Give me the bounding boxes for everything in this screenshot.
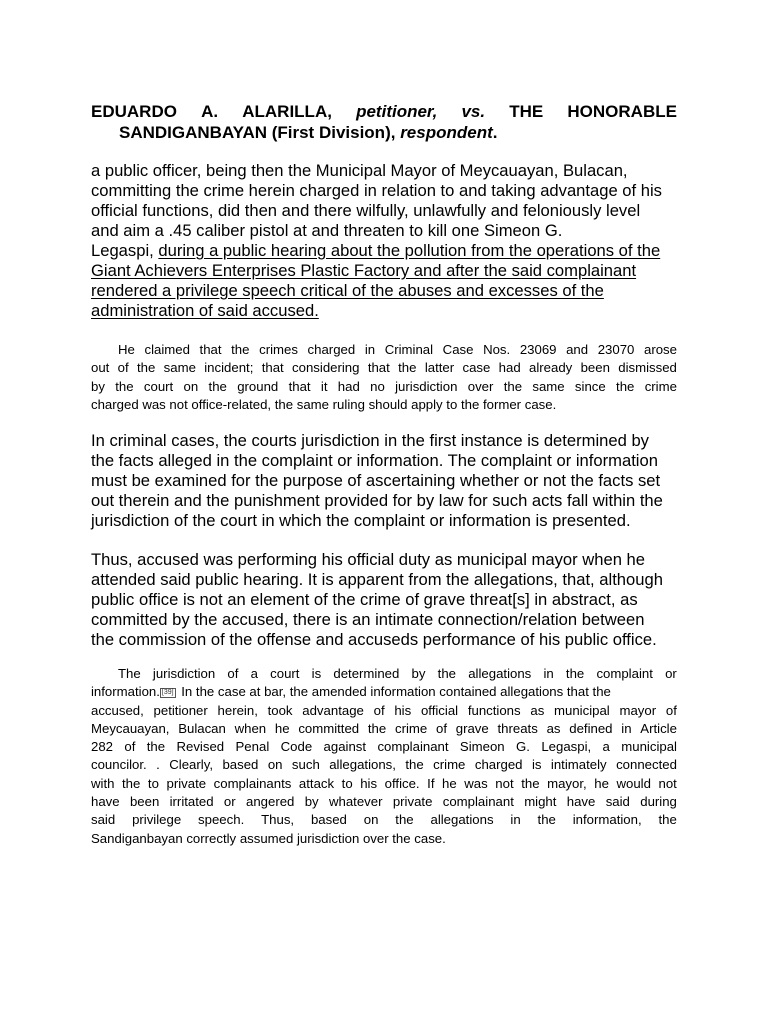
word: have: [91, 794, 120, 810]
word: crime: [644, 378, 677, 394]
text-line: the commission of the offense and accuseds performance of his public office.: [91, 630, 657, 649]
title-respondent: respondent: [400, 123, 493, 142]
word: office.: [384, 775, 420, 791]
word: he: [594, 775, 609, 791]
text-line: [91, 396, 677, 414]
word: the: [395, 812, 414, 828]
underlined-line: rendered a privilege speech critical of the abuses and excesses of the: [91, 281, 604, 300]
word: the: [122, 775, 141, 791]
text-line: public office is not an element of the crime of grave threat[s] in abstract, as: [91, 590, 638, 609]
underlined-line: administration of said accused.: [91, 301, 319, 320]
text-line: the facts alleged in the complaint or information. The complaint or information: [91, 451, 658, 470]
word: latter: [424, 360, 455, 376]
word: claimed: [144, 342, 190, 357]
word: the: [521, 775, 540, 791]
word: herein,: [217, 702, 258, 718]
word: was: [464, 775, 488, 791]
word: a: [250, 666, 258, 681]
text-line: [91, 756, 677, 774]
word: grave: [455, 720, 489, 736]
word: of: [665, 702, 677, 718]
word: irritated: [169, 794, 214, 810]
text-line: committing the crime herein charged in relation to and taking advantage of his: [91, 181, 662, 200]
word: 282: [91, 739, 114, 755]
word: Simeon: [459, 739, 505, 755]
word: had: [498, 360, 521, 376]
text-line: a public officer, being then the Municipal Mayor of Meycauayan, Bulacan,: [91, 161, 628, 180]
word: of: [227, 666, 239, 681]
word: no: [370, 378, 385, 394]
word: G.: [516, 739, 530, 755]
text-line: [91, 738, 677, 756]
word: not: [658, 775, 677, 791]
word: when: [234, 720, 267, 736]
word: municipal: [621, 739, 677, 755]
word: ground: [237, 378, 279, 394]
word: during: [640, 794, 677, 810]
word: jurisdiction: [395, 378, 458, 394]
word: against: [323, 739, 367, 755]
word: complainants: [213, 775, 292, 791]
word: he: [274, 720, 290, 736]
word: that: [199, 342, 222, 357]
word: based: [310, 812, 347, 828]
text-segment: information.: [91, 684, 160, 700]
underlined-text: during a public hearing about the pollution from the operations of the: [158, 241, 661, 260]
text-line: Thus, accused was performing his official duty as municipal mayor when he: [91, 550, 646, 569]
word: crime: [433, 757, 466, 773]
word: private: [166, 775, 207, 791]
text-line: [91, 720, 677, 738]
word: Criminal: [384, 342, 434, 357]
word: Revised: [176, 739, 225, 755]
word: intimately: [550, 757, 607, 773]
word: committed: [298, 720, 360, 736]
text-line-content: [91, 683, 611, 701]
title-word-italic: vs.: [461, 102, 486, 121]
word: the: [231, 342, 250, 357]
word: or: [223, 794, 236, 810]
word: allegations,: [329, 757, 396, 773]
word: angered: [245, 794, 295, 810]
text-line: [91, 341, 677, 359]
word: complaint: [596, 666, 653, 681]
word: The: [118, 666, 141, 681]
title-word: THE: [509, 102, 544, 121]
word: in: [510, 812, 521, 828]
petitioner-claim-paragraph: [91, 341, 677, 414]
word: whatever: [328, 794, 383, 810]
title-word: EDUARDO: [91, 102, 177, 121]
word: said: [605, 794, 630, 810]
word: case: [462, 360, 491, 376]
word: the: [565, 666, 585, 681]
text-line: [91, 702, 677, 720]
word: by: [411, 666, 426, 681]
word: by: [304, 794, 319, 810]
word: arose: [644, 342, 677, 357]
information-quote: [91, 161, 691, 321]
word: the: [208, 378, 227, 394]
case-title-line-2: [91, 122, 677, 143]
word: the: [146, 739, 166, 755]
word: court: [143, 378, 174, 394]
text-line: official functions, did then and there wilfully, unlawfully and feloniously level: [91, 201, 641, 220]
word: a: [602, 739, 610, 755]
text-line: [91, 793, 677, 811]
word: speech.: [198, 812, 245, 828]
word: the: [537, 812, 556, 828]
text-line: committed by the accused, there is an intimate connection/relation between: [91, 610, 645, 629]
word: that: [367, 360, 390, 376]
word: privilege: [132, 812, 182, 828]
word: allegations: [430, 812, 494, 828]
word: by: [91, 378, 105, 394]
word: Penal: [235, 739, 270, 755]
official-duty-paragraph: [91, 550, 691, 650]
word: Nos.: [483, 342, 511, 357]
word: not: [495, 775, 514, 791]
word: on: [267, 757, 283, 773]
text-line: [91, 830, 677, 848]
word: of: [373, 702, 385, 718]
word: would: [616, 775, 651, 791]
word: with: [91, 775, 115, 791]
word: Article: [640, 720, 677, 736]
word: .: [156, 757, 160, 773]
word: in: [364, 342, 376, 357]
text-line-content: charged was not office-related, the same ruling should apply to the former case.: [91, 396, 557, 412]
text-line: [91, 665, 677, 683]
title-court: SANDIGANBAYAN (First Division),: [119, 123, 401, 142]
word: in: [621, 720, 632, 736]
word: the: [503, 378, 523, 394]
word: been: [580, 360, 610, 376]
word: his: [394, 702, 412, 718]
word: charged: [474, 757, 523, 773]
word: mayor,: [547, 775, 587, 791]
word: Legaspi,: [541, 739, 592, 755]
word: such: [291, 757, 320, 773]
word: Case: [442, 342, 474, 357]
word: in: [543, 666, 554, 681]
case-title: [91, 101, 677, 143]
word: 23069: [519, 342, 557, 357]
word: on: [183, 378, 199, 394]
word: had: [337, 378, 360, 394]
word: private: [392, 794, 433, 810]
word: since: [574, 378, 606, 394]
word: incident;: [204, 360, 254, 376]
word: 23070: [597, 342, 635, 357]
word: the: [398, 360, 417, 376]
word: Code: [280, 739, 313, 755]
word: functions: [467, 702, 521, 718]
word: Clearly,: [169, 757, 213, 773]
word: defined: [569, 720, 613, 736]
text-line: attended said public hearing. It is apparent from the allegations, that, although: [91, 570, 663, 589]
word: already: [529, 360, 573, 376]
word: the: [616, 378, 635, 394]
word: jurisdiction: [152, 666, 216, 681]
word: petitioner: [153, 702, 208, 718]
word: the: [437, 666, 457, 681]
word: dismissed: [618, 360, 677, 376]
word: same: [163, 360, 196, 376]
word: out: [91, 360, 110, 376]
word: the: [405, 757, 424, 773]
word: based: [222, 757, 259, 773]
text-line: [91, 811, 677, 829]
title-word: HONORABLE: [567, 102, 677, 121]
word: charged: [307, 342, 356, 357]
text-line: [91, 683, 677, 701]
word: advantage: [302, 702, 364, 718]
word: If: [427, 775, 435, 791]
word: information,: [572, 812, 642, 828]
text-line: must be examined for the purpose of ascertaining whether or not the facts set: [91, 471, 661, 490]
word: his: [360, 775, 378, 791]
title-word: A.: [201, 102, 219, 121]
word: to: [341, 775, 353, 791]
word: it: [320, 378, 328, 394]
word: complainant: [377, 739, 449, 755]
word: he: [442, 775, 457, 791]
word: is: [311, 666, 322, 681]
word: have: [566, 794, 596, 810]
text-line: out therein and the punishment provided for by law for such acts fall within the: [91, 491, 663, 510]
word: Thus,: [261, 812, 295, 828]
word: crime: [394, 720, 428, 736]
word: that: [261, 360, 284, 376]
word: crimes: [259, 342, 298, 357]
word: to: [147, 775, 159, 791]
text-line: In criminal cases, the courts jurisdiction in the first instance is determined by: [91, 431, 649, 450]
text-line: [91, 359, 677, 377]
word: threats: [497, 720, 538, 736]
word: of: [435, 720, 447, 736]
word: councilor.: [91, 757, 147, 773]
word: as: [530, 702, 545, 718]
underlined-line: Giant Achievers Enterprises Plastic Factory and after the said complainant: [91, 261, 637, 280]
title-period: .: [492, 123, 498, 142]
word: determined: [333, 666, 400, 681]
word: considering: [292, 360, 360, 376]
text-segment: Legaspi,: [91, 241, 159, 260]
word: as: [546, 720, 561, 736]
text-segment: In the case at bar, the amended information contained allegations that the: [177, 684, 611, 700]
word: is: [531, 757, 542, 773]
text-line: and aim a .45 caliber pistol at and threaten to kill one Simeon G.: [91, 221, 563, 240]
word: that: [288, 378, 311, 394]
title-word: ALARILLA,: [242, 102, 332, 121]
case-title-line-1: [91, 101, 677, 122]
word: over: [467, 378, 494, 394]
word: said: [91, 812, 116, 828]
text-line-content: Sandiganbayan correctly assumed jurisdiction over the case.: [91, 830, 446, 846]
word: Meycauayan,: [91, 720, 170, 736]
word: same: [532, 378, 565, 394]
word: Bulacan: [178, 720, 226, 736]
word: or: [665, 666, 677, 681]
word: took: [267, 702, 293, 718]
word: complainant: [442, 794, 514, 810]
word: been: [129, 794, 160, 810]
word: accused,: [91, 702, 144, 718]
title-word-italic: petitioner,: [356, 102, 438, 121]
word: mayor: [619, 702, 657, 718]
word: municipal: [554, 702, 610, 718]
word: the: [658, 812, 677, 828]
word: the: [115, 378, 134, 394]
word: the: [367, 720, 387, 736]
court-ruling-paragraph: [91, 665, 677, 848]
word: connected: [616, 757, 677, 773]
text-line: [91, 378, 677, 396]
word: on: [363, 812, 379, 828]
word: official: [420, 702, 459, 718]
text-line: jurisdiction of the court in which the complaint or information is presented.: [91, 511, 631, 530]
word: attack: [298, 775, 335, 791]
jurisdiction-paragraph: [91, 431, 691, 531]
word: and: [566, 342, 589, 357]
text-line: [91, 775, 677, 793]
word: might: [524, 794, 557, 810]
text-line: [91, 241, 691, 261]
word: court: [270, 666, 300, 681]
word: allegations: [468, 666, 532, 681]
word: of: [117, 360, 129, 376]
word: He: [118, 342, 135, 357]
word: the: [137, 360, 156, 376]
footnote-marker[interactable]: [39]: [161, 689, 174, 697]
word: of: [124, 739, 136, 755]
